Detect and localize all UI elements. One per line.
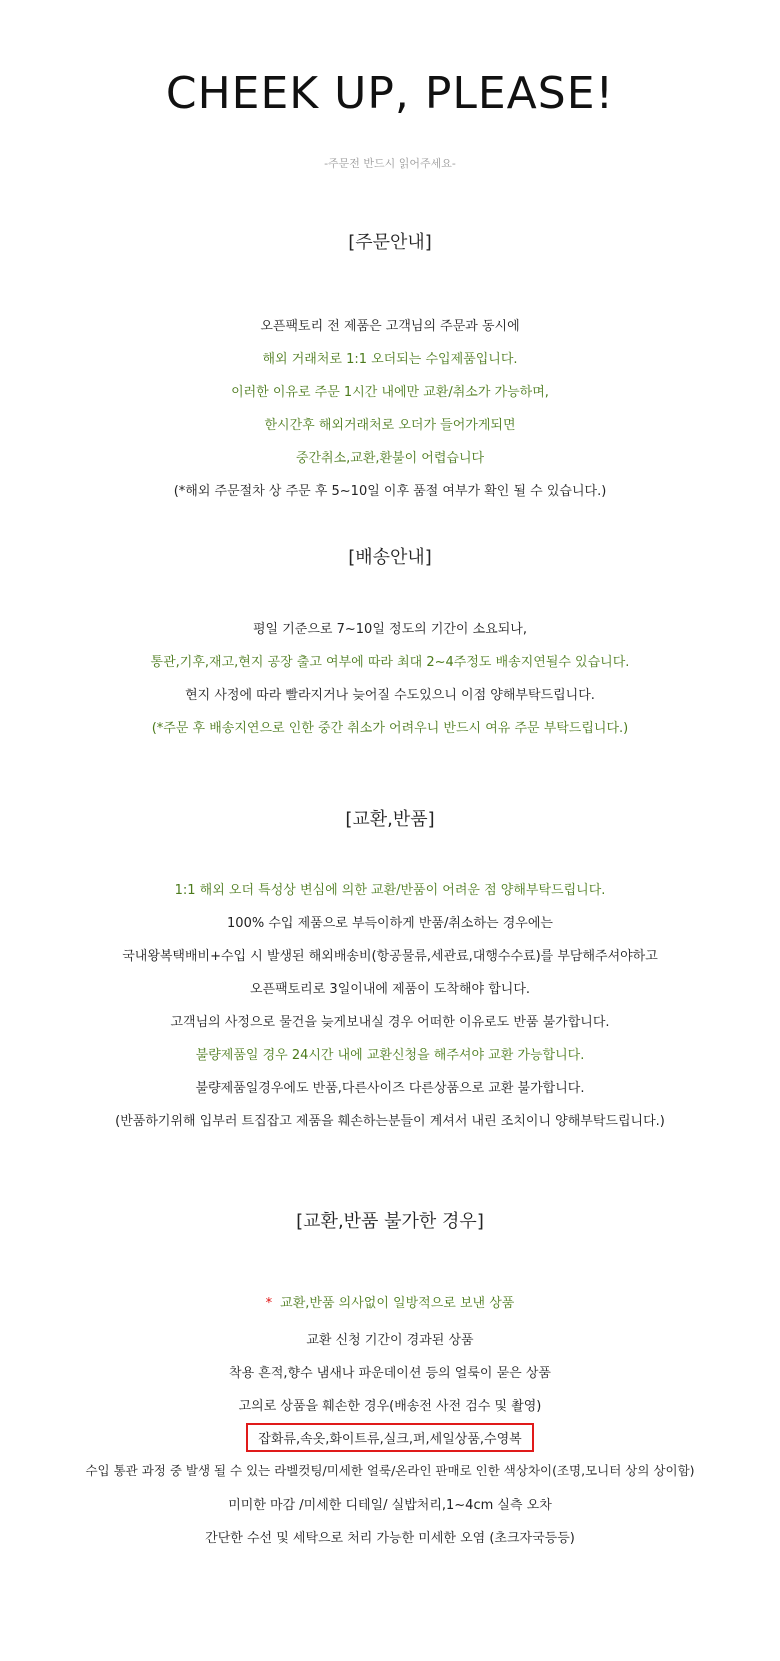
no-return-line-1: [0, 1292, 780, 1311]
no-return-line-7: 미미한 마감 /미세한 디테일/ 실밥처리,1~4cm 실측 오차: [228, 1498, 552, 1513]
order-line-6: (*해외 주문절차 상 주문 후 5~10일 이후 품절 여부가 확인 될 수 있습니다.): [173, 484, 607, 499]
page-subtitle: -주문전 반드시 읽어주세요-: [324, 157, 456, 170]
order-line-1: 오픈팩토리 전 제품은 고객님의 주문과 동시에: [260, 319, 520, 334]
exchange-heading: [교환,반품]: [345, 809, 435, 830]
exchange-line-6: 불량제품일 경우 24시간 내에 교환신청을 해주셔야 교환 가능합니다.: [195, 1048, 585, 1063]
shipping-line-3: 현지 사정에 따라 빨라지거나 늦어질 수도있으니 이점 양해부탁드립니다.: [185, 688, 595, 703]
order-line-4: 한시간후 해외거래처로 오더가 들어가게되면: [264, 418, 516, 433]
order-line-5: 중간취소,교환,환불이 어렵습니다: [295, 451, 485, 466]
order-line-3: 이러한 이유로 주문 1시간 내에만 교환/취소가 가능하며,: [231, 385, 549, 400]
order-line-2: 해외 거래처로 1:1 오더되는 수입제품입니다.: [262, 352, 518, 367]
no-return-line-6: 수입 통관 과정 중 발생 될 수 있는 라벨컷팅/미세한 얼룩/온라인 판매로 인한 색상차이(조명,모니터 상의 상이함): [85, 1463, 695, 1478]
no-return-line-2: 교환 신청 기간이 경과된 상품: [306, 1333, 474, 1348]
no-return-heading: [교환,반품 불가한 경우]: [296, 1211, 484, 1232]
page-title: CHEEK UP, PLEASE!: [165, 68, 615, 119]
shipping-line-1: 평일 기준으로 7~10일 정도의 기간이 소요되나,: [253, 622, 527, 637]
highlighted-item-box: 잡화류,속옷,화이트류,실크,퍼,세일상품,수영복: [246, 1423, 533, 1452]
star-mark: *: [265, 1296, 273, 1311]
shipping-line-4: (*주문 후 배송지연으로 인한 중간 취소가 어려우니 반드시 여유 주문 부탁드립니다.): [151, 721, 629, 736]
no-return-line-3: 착용 흔적,향수 냄새나 파운데이션 등의 얼룩이 묻은 상품: [229, 1366, 551, 1381]
shipping-line-2: 통관,기후,재고,현지 공장 출고 여부에 따라 최대 2~4주정도 배송지연될수 있습니다.: [150, 655, 630, 670]
no-return-line-8: 간단한 수선 및 세탁으로 처리 가능한 미세한 오염 (초크자국등등): [205, 1531, 575, 1546]
exchange-line-2: 100% 수입 제품으로 부득이하게 반품/취소하는 경우에는: [227, 916, 553, 931]
exchange-line-7: 불량제품일경우에도 반품,다른사이즈 다른상품으로 교환 불가합니다.: [195, 1081, 585, 1096]
exchange-line-5: 고객님의 사정으로 물건을 늦게보내실 경우 어떠한 이유로도 반품 불가합니다.: [170, 1015, 610, 1030]
exchange-line-1: 1:1 해외 오더 특성상 변심에 의한 교환/반품이 어려운 점 양해부탁드립니다.: [174, 883, 606, 898]
no-return-line-5-wrap: [0, 1423, 780, 1452]
exchange-line-3: 국내왕복택배비+수입 시 발생된 해외배송비(항공물류,세관료,대행수수료)를 부담해주셔야하고: [122, 949, 658, 964]
no-return-line-4: 고의로 상품을 훼손한 경우(배송전 사전 검수 및 촬영): [238, 1399, 542, 1414]
order-heading: [주문안내]: [348, 232, 432, 253]
shipping-heading: [배송안내]: [348, 547, 432, 568]
exchange-line-4: 오픈팩토리로 3일이내에 제품이 도착해야 합니다.: [249, 982, 531, 997]
no-return-line-1-text: 교환,반품 의사없이 일방적으로 보낸 상품: [280, 1296, 515, 1311]
exchange-line-8: (반품하기위해 입부러 트집잡고 제품을 훼손하는분들이 계셔서 내린 조치이니 양해부탁드립니다.): [115, 1114, 665, 1129]
